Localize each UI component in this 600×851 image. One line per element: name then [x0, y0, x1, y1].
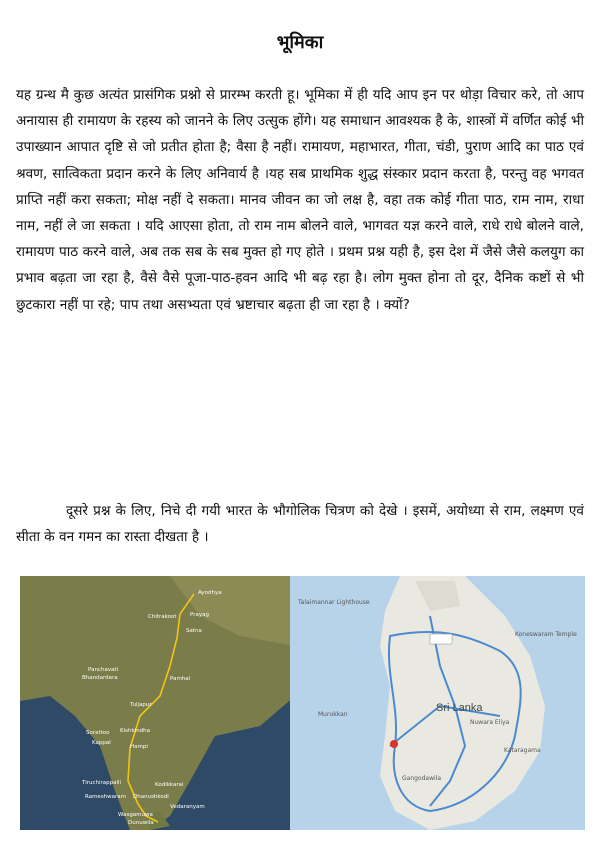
- place-rameshwaram: Rameshwaram: [85, 794, 127, 800]
- place-vedaranyam: Vedaranyam: [170, 804, 205, 810]
- india-route-map: [20, 576, 295, 830]
- place-kataragama: Kataragama: [504, 747, 541, 754]
- place-panchavati: Panchavati: [88, 667, 119, 673]
- place-satna: Satna: [186, 628, 202, 634]
- place-dunuwila: Dunuwila: [128, 820, 154, 826]
- place-wasgamuwa: Wasgamuwa: [118, 812, 153, 818]
- place-talaimannar: Talaimannar Lighthouse: [298, 599, 370, 606]
- place-chitrakoot: Chitrakoot: [148, 614, 177, 620]
- place-nuwara-eliya: Nuwara Eliya: [470, 719, 510, 726]
- place-pamhal: Pamhal: [170, 676, 191, 682]
- place-murukkan: Murukkan: [318, 711, 348, 718]
- sri-lanka-route-map: [290, 576, 585, 830]
- place-kappal: Kappal: [92, 740, 111, 746]
- sri-lanka-label: Sri Lanka: [436, 702, 483, 714]
- place-prayag: Prayag: [190, 612, 209, 618]
- place-koneswaram: Koneswaram Temple: [515, 631, 577, 638]
- place-tuljapur: Tuljapur: [130, 702, 152, 708]
- place-kodikkarai: Kodikkarai: [155, 782, 184, 788]
- place-kishkindha: Kishkindha: [120, 728, 151, 734]
- place-sorattoo: Sorattoo: [86, 730, 110, 736]
- place-tiruchirappalli: Tiruchirappalli: [82, 780, 122, 786]
- place-hampi: Hampi: [130, 744, 148, 750]
- paragraph-intro: यह ग्रन्थ मै कुछ अत्यंत प्रासंगिक प्रश्नो से प्रारम्भ करती हू। भूमिका में ही यदि आप इन पर थोड़ा विचार करे, तो आप अनायास ही रामायण के रहस्य को जानने के लिए उत्सुक होंगे। यह समाधान आवश्यक है के, शास्त्रों में वर्णित कोई भी उपाख्यान आपात दृष्टि से जो प्रतीत होता है; वैसा है नहीं। रामायण, महाभारत, गीता, चंडी, पुराण आदि का पाठ एवं श्रवण, सात्विकता प्रदान करने के लिए अनिवार्य है ।यह सब प्राथमिक शुद्ध संस्कार प्रदान करता है, परन्तु वह भगवत प्राप्ति नहीं करा सकता; मोक्ष नहीं दे सकता। मानव जीवन का जो लक्ष है, वहा तक कोई गीता पाठ, राम नाम, राधा नाम, नहीं ले जा सकता । यदि आएसा होता, तो राम नाम बोलने वाले, भागवत यज्ञ करने वाले, राधे राधे बोलने वाले, रामायण पाठ करने वाले, अब तक सब के सब मुक्त हो गए होते । प्रथम प्रश्न यही है, इस देश में जैसे जैसे कलयुग का प्रभाव बढ़ता जा रहा है, वैसे वैसे पूजा-पाठ-हवन आदि भी बढ़ रहा है। लोग मुक्त होना तो दूर, दैनिक कष्टों से भी छुटकारा नहीं पा रहे; पाप तथा असभ्यता एवं भ्रष्टाचार बढ़ता ही जा रहा है । क्यों?: [16, 87, 584, 313]
- place-dhanushkodi: Dhanushkodi: [133, 794, 169, 800]
- place-ayodhya: Ayodhya: [198, 590, 222, 596]
- place-gangodawila: Gangodawila: [402, 775, 442, 782]
- paragraph-map-intro: दूसरे प्रश्न के लिए, निचे दी गयी भारत के भौगोलिक चित्रण को देखे । इसमें, अयोध्या से राम, लक्ष्मण एवं सीता के वन गमन का रास्ता दीखता है ।: [16, 503, 584, 546]
- place-bhandardara: Bhandardara: [82, 675, 118, 681]
- page-title: भूमिका: [276, 32, 324, 53]
